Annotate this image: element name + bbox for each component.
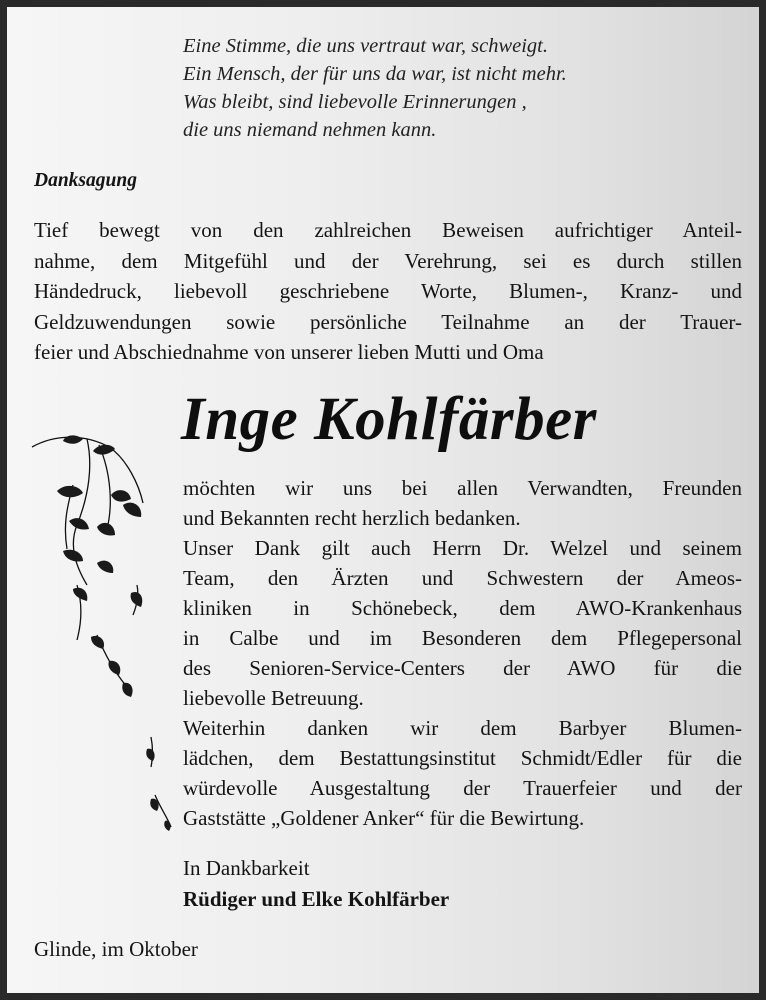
body-line: liebevolle Betreuung. <box>183 686 364 710</box>
body-line: Weiterhin danken wir dem Barbyer Blumen- <box>183 716 742 740</box>
poem-line: die uns niemand nehmen kann. <box>183 119 437 141</box>
body-line: lädchen, dem Bestattungsinstitut Schmidt/Edler für die <box>183 746 742 770</box>
intro-line: Geldzuwendungen sowie persönliche Teilnahme an der Trauer- <box>34 309 742 334</box>
deceased-name: Inge Kohlfärber <box>181 386 597 453</box>
body-line: kliniken in Schönebeck, dem AWO-Krankenhaus <box>183 596 742 620</box>
heading-danksagung: Danksagung <box>34 170 137 191</box>
poem <box>183 32 567 144</box>
obituary-card <box>7 7 759 993</box>
body-line: Unser Dank gilt auch Herrn Dr. Welzel und seinem <box>183 536 742 560</box>
intro-line: nahme, dem Mitgefühl und der Verehrung, sei es durch stillen <box>34 248 742 273</box>
poem-line: Ein Mensch, der für uns da war, ist nicht mehr. <box>183 63 567 85</box>
body-line: und Bekannten recht herzlich bedanken. <box>183 506 521 530</box>
place-date: Glinde, im Oktober <box>34 937 198 961</box>
body-line: Team, den Ärzten und Schwestern der Ameos- <box>183 566 742 590</box>
body-line: des Senioren-Service-Centers der AWO für die <box>183 656 742 680</box>
intro-line: Händedruck, liebevoll geschriebene Worte, Blumen-, Kranz- und <box>34 279 742 303</box>
body-line: möchten wir uns bei allen Verwandten, Freunden <box>183 476 742 500</box>
intro-paragraph <box>34 215 742 368</box>
intro-line: feier und Abschiednahme von unserer lieben Mutti und Oma <box>34 340 544 364</box>
poem-line: Eine Stimme, die uns vertraut war, schweigt. <box>183 35 548 57</box>
body-line: Gaststätte „Goldener Anker“ für die Bewirtung. <box>183 806 585 830</box>
closing-phrase: In Dankbarkeit <box>183 856 310 880</box>
poem-line: Was bleibt, sind liebevolle Erinnerungen , <box>183 91 527 113</box>
signature: Rüdiger und Elke Kohlfärber <box>183 887 450 911</box>
body-line: würdevolle Ausgestaltung der Trauerfeier und der <box>183 776 742 800</box>
intro-line: Tief bewegt von den zahlreichen Beweisen aufrichtiger Anteil- <box>34 218 742 242</box>
birch-branch-icon <box>27 425 187 845</box>
body-line: in Calbe und im Besonderen dem Pflegepersonal <box>183 626 742 650</box>
body-paragraph <box>183 473 742 833</box>
closing-block <box>183 853 449 915</box>
